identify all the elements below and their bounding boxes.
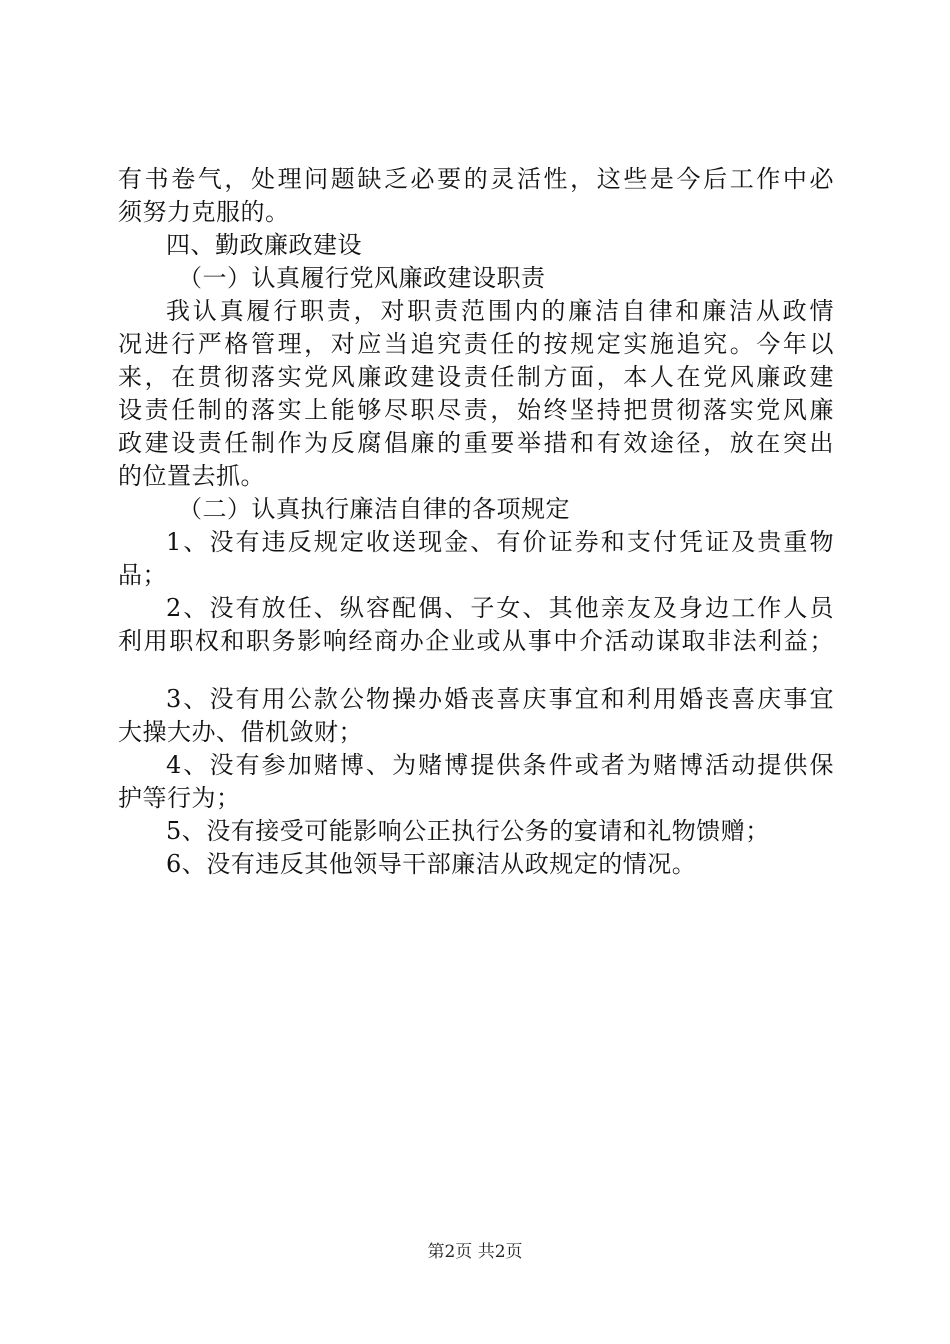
subsection-heading: （一）认真履行党风廉政建设职责 bbox=[178, 264, 546, 292]
list-item-line: 4、没有参加赌博、为赌博提供条件或者为赌博活动提供保 bbox=[166, 751, 834, 779]
document-body bbox=[118, 163, 834, 881]
page-number-footer: 第2页 共2页 bbox=[427, 1242, 523, 1262]
blank-line bbox=[118, 658, 834, 683]
paragraph-line: 有书卷气，处理问题缺乏必要的灵活性，这些是今后工作中必 bbox=[118, 165, 834, 193]
paragraph-line: 况进行严格管理，对应当追究责任的按规定实施追究。今年以 bbox=[118, 330, 834, 358]
list-item-line: 2、没有放任、纵容配偶、子女、其他亲友及身边工作人员 bbox=[166, 594, 834, 622]
subsection-heading: （二）认真执行廉洁自律的各项规定 bbox=[178, 495, 570, 523]
list-item-line: 3、没有用公款公物操办婚丧喜庆事宜和利用婚丧喜庆事宜 bbox=[166, 685, 834, 713]
paragraph-line: 设责任制的落实上能够尽职尽责，始终坚持把贯彻落实党风廉 bbox=[118, 396, 834, 424]
paragraph-line: 来，在贯彻落实党风廉政建设责任制方面，本人在党风廉政建 bbox=[118, 363, 834, 391]
list-item-line: 1、没有违反规定收送现金、有价证券和支付凭证及贵重物 bbox=[166, 528, 834, 556]
paragraph-line: 政建设责任制作为反腐倡廉的重要举措和有效途径，放在突出 bbox=[118, 429, 834, 457]
list-item-line: 5、没有接受可能影响公正执行公务的宴请和礼物馈赠； bbox=[166, 817, 770, 845]
list-item-line: 品； bbox=[118, 561, 167, 589]
list-item-line: 利用职权和职务影响经商办企业或从事中介活动谋取非法利益； bbox=[118, 627, 834, 655]
paragraph-line: 的位置去抓。 bbox=[118, 462, 265, 490]
list-item-line: 大操大办、借机敛财； bbox=[118, 718, 363, 746]
paragraph-line: 我认真履行职责，对职责范围内的廉洁自律和廉洁从政情 bbox=[166, 297, 834, 325]
paragraph-line: 须努力克服的。 bbox=[118, 198, 290, 226]
list-item-line: 护等行为； bbox=[118, 784, 241, 812]
section-heading: 四、勤政廉政建设 bbox=[166, 231, 362, 259]
list-item-line: 6、没有违反其他领导干部廉洁从政规定的情况。 bbox=[166, 850, 697, 878]
